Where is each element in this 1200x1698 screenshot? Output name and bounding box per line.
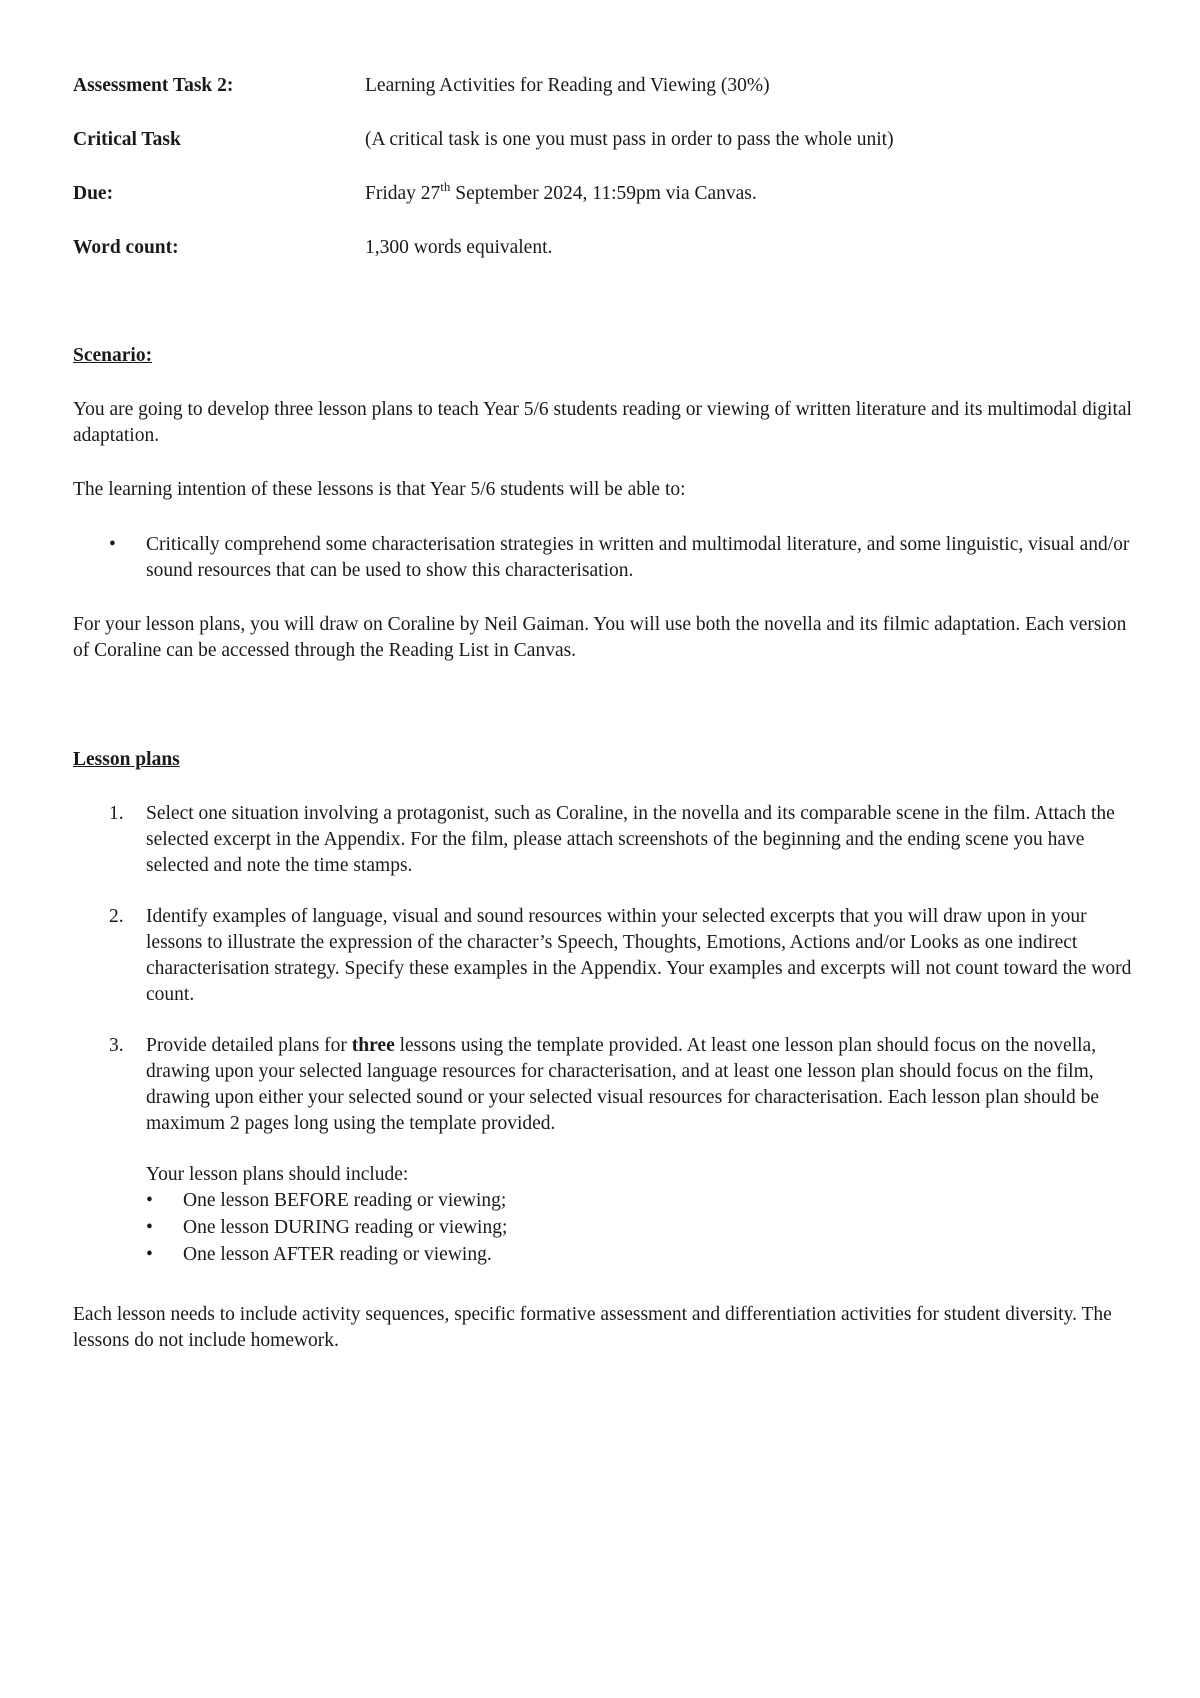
- item-text: [146, 1035, 1099, 1134]
- item-number: 2.: [109, 906, 124, 927]
- learning-intention-list: [73, 532, 1135, 584]
- due-date-rest: September 2024, 11:59pm via Canvas.: [450, 183, 757, 204]
- critical-task-row: [73, 127, 1135, 155]
- due-date-suffix: th: [440, 179, 451, 194]
- lesson-plans-list: [73, 801, 1135, 1294]
- scenario-paragraph-2: The learning intention of these lessons is that Year 5/6 students will be able to:: [73, 479, 686, 500]
- critical-task-value: (A critical task is one you must pass in order to pass the whole unit): [365, 129, 894, 150]
- item-number: 1.: [109, 803, 124, 824]
- list-item: [73, 904, 1135, 1008]
- bullet-icon: •: [109, 534, 116, 555]
- scenario-heading: Scenario:: [73, 345, 153, 366]
- item-text: Identify examples of language, visual and sound resources within your selected excerpts that you will draw upon in your lessons to illustrate the expression of the character’s Speech, Thoughts, Emotions, Actions and/or Looks as one indirect characterisation strategy. Specify these examples in the Appendix. Your examples and excerpts will not count toward the word count.: [146, 906, 1132, 1005]
- list-item: [73, 1033, 1135, 1269]
- closing-paragraph: Each lesson needs to include activity sequences, specific formative assessment and differentiation activities for student diversity. The lessons do not include homework.: [73, 1304, 1112, 1351]
- include-list: [146, 1188, 1135, 1269]
- assessment-task-value: Learning Activities for Reading and Viewing (30%): [365, 75, 770, 96]
- word-count-value: 1,300 words equivalent.: [365, 237, 553, 258]
- due-label: Due:: [73, 183, 114, 204]
- list-item: [73, 532, 1135, 584]
- emphasis-three: three: [351, 1035, 395, 1056]
- item-text: Select one situation involving a protagonist, such as Coraline, in the novella and its comparable scene in the film. Attach the selected excerpt in the Appendix. For the film, please attach screenshots of the beginning and the ending scene you have selected and note the time stamps.: [146, 803, 1115, 876]
- bullet-icon: •: [146, 1244, 153, 1265]
- item-number: 3.: [109, 1035, 124, 1056]
- item-text-part: Provide detailed plans for: [146, 1035, 352, 1056]
- due-date-main: Friday 27: [365, 183, 441, 204]
- assessment-task-label: Assessment Task 2:: [73, 75, 234, 96]
- word-count-row: [73, 235, 1135, 263]
- critical-task-label: Critical Task: [73, 129, 181, 150]
- list-item-text: One lesson BEFORE reading or viewing;: [183, 1190, 507, 1211]
- bullet-icon: •: [146, 1190, 153, 1211]
- lesson-plans-heading: Lesson plans: [73, 749, 180, 770]
- list-item: [146, 1215, 1135, 1242]
- bullet-icon: •: [146, 1217, 153, 1238]
- list-item: [73, 801, 1135, 879]
- list-item-text: One lesson DURING reading or viewing;: [183, 1217, 508, 1238]
- due-row: [73, 181, 1135, 209]
- list-item-text: One lesson AFTER reading or viewing.: [183, 1244, 492, 1265]
- include-intro: Your lesson plans should include:: [146, 1164, 409, 1185]
- item-text-part: lessons using the template provided. At least one lesson plan should focus on the novella, drawing upon your selected language resources for characterisation, and at least one lesson plan should focus on the film, drawing upon either your selected sound or your selected visual resources for characterisation. Each lesson plan should be maximum 2 pages long using the template provided.: [146, 1035, 1100, 1134]
- scenario-paragraph-3: For your lesson plans, you will draw on Coraline by Neil Gaiman. You will use both the novella and its filmic adaptation. Each version of Coraline can be accessed through the Reading List in Canvas.: [73, 614, 1127, 661]
- list-item: [146, 1242, 1135, 1269]
- assessment-task-row: [73, 73, 1135, 101]
- list-item-text: Critically comprehend some characterisation strategies in written and multimodal literature, and some linguistic, visual and/or sound resources that can be used to show this characterisation.: [146, 534, 1130, 581]
- scenario-paragraph-1: You are going to develop three lesson plans to teach Year 5/6 students reading or viewing of written literature and its multimodal digital adaptation.: [73, 399, 1132, 446]
- due-value: [365, 181, 757, 207]
- list-item: [146, 1188, 1135, 1215]
- word-count-label: Word count:: [73, 237, 179, 258]
